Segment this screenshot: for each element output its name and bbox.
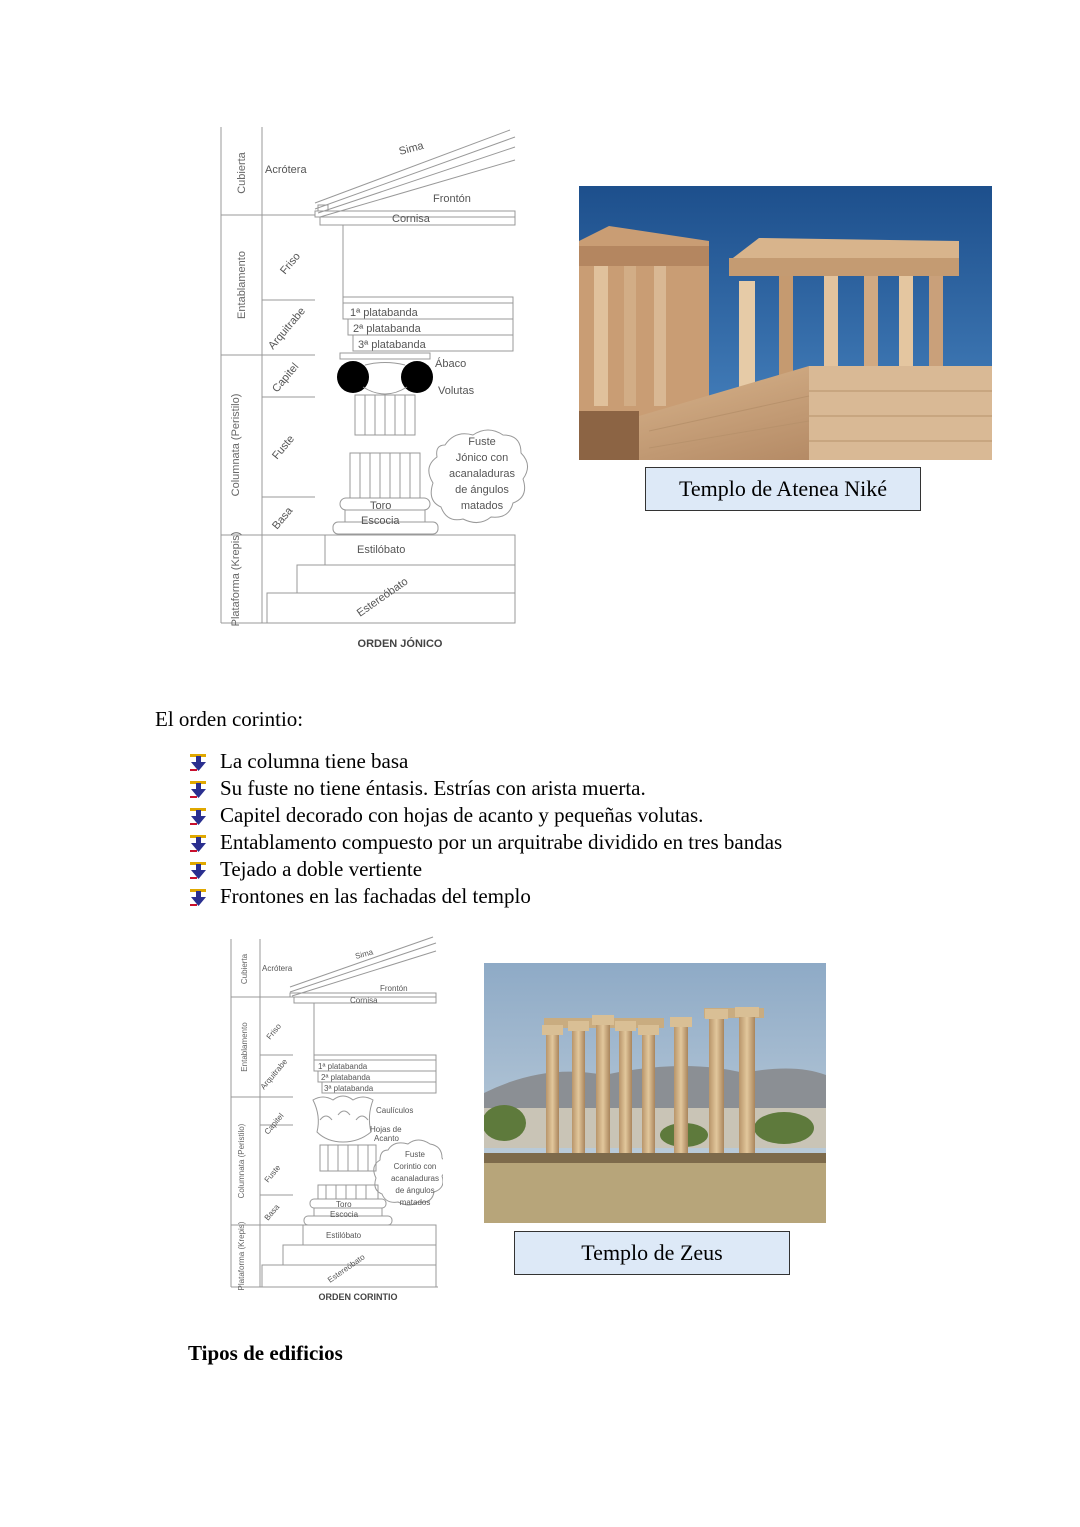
label-escocia: Escocia: [361, 515, 400, 527]
label-caulicolos: Caulículos: [376, 1106, 414, 1115]
corinthian-diagram-title: ORDEN CORINTIO: [318, 1292, 398, 1302]
list-item: [188, 829, 782, 856]
label-sima: Sima: [397, 139, 425, 158]
list-item-text: Su fuste no tiene éntasis. Estrías con arista muerta.: [220, 776, 646, 800]
label-arquitrabe: Arquitrabe: [258, 1057, 290, 1092]
list-item-text: Frontones en las fachadas del templo: [220, 884, 531, 908]
label-acanto: Acanto: [374, 1134, 399, 1143]
arrow-bullet-icon: [188, 752, 208, 772]
label-platabanda-2: 2ª platabanda: [321, 1073, 371, 1082]
label-fronton: Frontón: [380, 984, 408, 993]
list-item: [188, 748, 782, 775]
note-line: de ángulos: [455, 484, 509, 496]
list-item: [188, 775, 782, 802]
arrow-bullet-icon: [188, 833, 208, 853]
note-line: acanaladuras: [448, 468, 516, 480]
note-line: matados: [399, 1198, 431, 1207]
note-line: Jónico con: [455, 452, 509, 464]
label-fronton: Frontón: [433, 193, 471, 205]
corinthian-part-labels: [259, 947, 414, 1284]
label-toro: Toro: [336, 1200, 352, 1209]
label-hojas-de: Hojas de: [370, 1125, 402, 1134]
label-estereobato: Estereóbato: [354, 575, 411, 620]
label-basa: Basa: [262, 1202, 282, 1223]
ionic-order-diagram: [215, 125, 535, 655]
list-item-text: Entablamento compuesto por un arquitrabe dividido en tres bandas: [220, 830, 783, 854]
label-estereobato: Estereóbato: [325, 1252, 367, 1285]
label-capitel: Capitel: [262, 1111, 286, 1137]
list-item-text: La columna tiene basa: [220, 749, 409, 773]
label-acrotera: Acrótera: [262, 964, 293, 973]
label-plataforma: Plataforma (Krepis): [237, 1221, 246, 1291]
caption-zeus: Templo de Zeus: [514, 1231, 790, 1275]
note-line: de ángulos: [395, 1186, 435, 1195]
label-basa: Basa: [270, 505, 296, 532]
label-estilobato: Estilóbato: [326, 1231, 362, 1240]
label-abaco: Ábaco: [435, 358, 467, 370]
label-capitel: Capitel: [270, 360, 302, 395]
corinthian-features-list: [188, 748, 782, 910]
label-estilobato: Estilóbato: [357, 544, 406, 556]
list-item-text: Capitel decorado con hojas de acanto y pequeñas volutas.: [220, 803, 704, 827]
label-sima: Sima: [354, 947, 375, 961]
label-entablamento: Entablamento: [240, 1022, 249, 1072]
ionic-note: [449, 436, 516, 512]
label-platabanda-1: 1ª platabanda: [350, 307, 418, 319]
label-entablamento: Entablamento: [236, 251, 248, 319]
label-friso: Friso: [264, 1021, 283, 1042]
arrow-bullet-icon: [188, 806, 208, 826]
label-volutas: Volutas: [438, 385, 475, 397]
temple-athena-nike-photo: [579, 186, 992, 460]
ionic-diagram-title: ORDEN JÓNICO: [357, 638, 443, 650]
label-toro: Toro: [370, 500, 392, 512]
label-columnata: Columnata (Peristilo): [237, 1123, 246, 1199]
label-acrotera: Acrótera: [265, 164, 307, 176]
note-line: acanaladuras: [390, 1174, 440, 1183]
label-arquitrabe: Arquitrabe: [266, 305, 308, 352]
buildings-section-title: Tipos de edificios: [188, 1341, 343, 1365]
label-fuste: Fuste: [270, 433, 297, 462]
label-platabanda-3: 3ª platabanda: [358, 339, 426, 351]
corinthian-side-labels: [237, 953, 249, 1290]
note-line: Fuste: [468, 436, 496, 448]
label-columnata: Columnata (Peristilo): [230, 393, 242, 497]
arrow-bullet-icon: [188, 779, 208, 799]
note-line: Fuste: [404, 1150, 426, 1159]
note-line: matados: [460, 500, 504, 512]
caption-athena-nike: Templo de Atenea Niké: [645, 467, 921, 511]
arrow-bullet-icon: [188, 887, 208, 907]
ionic-part-labels: [265, 140, 475, 620]
corinthian-order-diagram: [228, 935, 443, 1305]
label-cubierta: Cubierta: [240, 953, 249, 985]
list-item-text: Tejado a doble vertiente: [220, 857, 423, 881]
label-cornisa: Cornisa: [350, 996, 378, 1005]
temple-zeus-photo: [484, 963, 826, 1223]
label-platabanda-3: 3ª platabanda: [324, 1084, 374, 1093]
corinthian-section-title: El orden corintio:: [155, 707, 304, 731]
list-item: [188, 856, 782, 883]
ionic-side-labels: [230, 151, 248, 626]
arrow-bullet-icon: [188, 860, 208, 880]
label-platabanda-2: 2ª platabanda: [353, 323, 421, 335]
list-item: [188, 802, 782, 829]
label-cubierta: Cubierta: [236, 152, 248, 194]
note-line: Corintio con: [393, 1162, 437, 1171]
label-platabanda-1: 1ª platabanda: [318, 1062, 368, 1071]
label-cornisa: Cornisa: [392, 213, 430, 225]
label-fuste: Fuste: [262, 1163, 283, 1185]
label-plataforma: Plataforma (Krepis): [230, 531, 242, 627]
label-escocia: Escocia: [330, 1210, 359, 1219]
list-item: [188, 883, 782, 910]
label-friso: Friso: [278, 250, 304, 277]
